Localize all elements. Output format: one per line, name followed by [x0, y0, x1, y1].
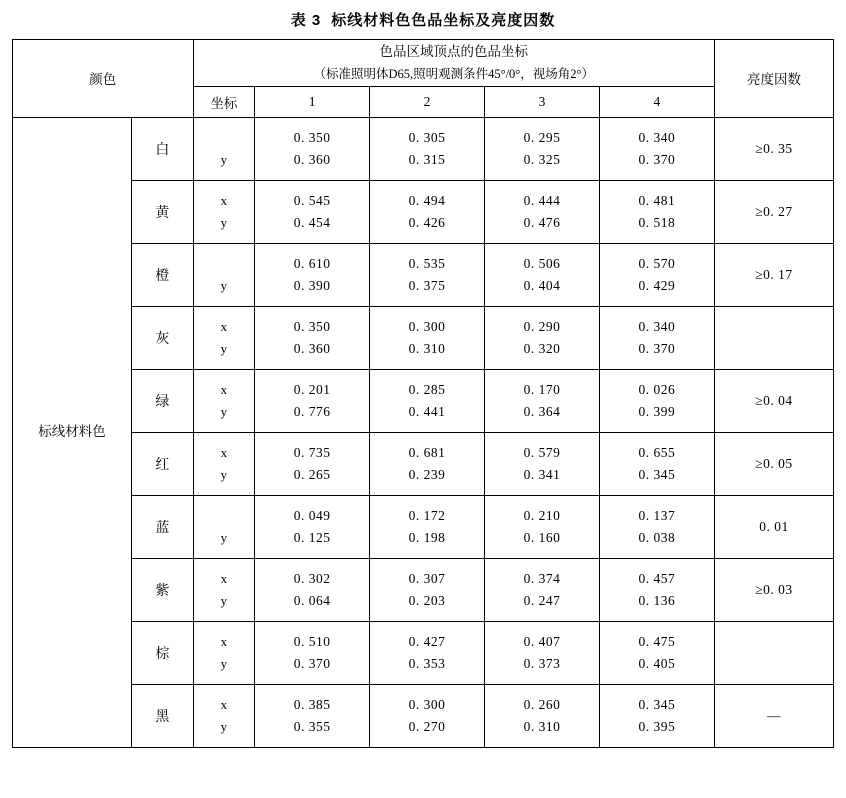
- vertex-3-values: [485, 432, 600, 495]
- color-name: 棕: [132, 621, 194, 684]
- header-vertex-2: 2: [370, 86, 485, 117]
- vertex-2-values: [370, 621, 485, 684]
- vertex-2-values: [370, 684, 485, 747]
- brightness-value: ≥0. 35: [714, 117, 833, 180]
- vertex-4-x: 0. 340: [638, 129, 676, 145]
- vertex-2-values: [370, 432, 485, 495]
- brightness-value: [714, 306, 833, 369]
- vertex-3-y: 0. 247: [523, 592, 561, 608]
- table-row: [13, 369, 834, 432]
- brightness-value: [714, 621, 833, 684]
- vertex-3-x: 0. 407: [523, 633, 561, 649]
- vertex-3-values: [485, 180, 600, 243]
- vertex-1-values: [255, 117, 370, 180]
- brightness-value: —: [714, 684, 833, 747]
- vertex-4-x: 0. 570: [638, 255, 676, 271]
- header-chromaticity-line1: 色品区域顶点的色品坐标: [379, 44, 528, 59]
- vertex-4-x: 0. 655: [638, 444, 676, 460]
- header-brightness-factor: 亮度因数: [714, 40, 833, 118]
- brightness-value: 0. 01: [714, 495, 833, 558]
- vertex-2-values: [370, 495, 485, 558]
- header-chromaticity: [193, 40, 714, 87]
- vertex-1-values: [255, 558, 370, 621]
- vertex-4-y: 0. 136: [638, 592, 676, 608]
- vertex-1-y: 0. 360: [293, 151, 331, 167]
- vertex-2-x: 0. 307: [408, 570, 446, 586]
- header-vertex-3: 3: [485, 86, 600, 117]
- axis-y-label: y: [220, 214, 228, 230]
- vertex-4-x: 0. 457: [638, 570, 676, 586]
- axis-x-label: [194, 127, 255, 149]
- vertex-4-y: 0. 399: [638, 403, 676, 419]
- vertex-3-x: 0. 295: [523, 129, 561, 145]
- vertex-1-x: 0. 735: [293, 444, 331, 460]
- vertex-1-y: 0. 776: [293, 403, 331, 419]
- vertex-3-y: 0. 320: [523, 340, 561, 356]
- header-coordinate: 坐标: [193, 86, 255, 117]
- vertex-4-y: 0. 405: [638, 655, 676, 671]
- table-title: [0, 0, 846, 39]
- header-color: 颜色: [13, 40, 194, 118]
- vertex-4-x: 0. 340: [638, 318, 676, 334]
- vertex-4-values: [599, 558, 714, 621]
- vertex-4-y: 0. 429: [638, 277, 676, 293]
- vertex-1-y: 0. 360: [293, 340, 331, 356]
- axis-labels: [193, 684, 255, 747]
- vertex-4-y: 0. 370: [638, 340, 676, 356]
- axis-y-label: y: [220, 718, 228, 734]
- vertex-3-y: 0. 476: [523, 214, 561, 230]
- axis-x-label: x: [220, 192, 228, 208]
- header-vertex-1: 1: [255, 86, 370, 117]
- vertex-4-y: 0. 038: [638, 529, 676, 545]
- vertex-1-x: 0. 201: [293, 381, 331, 397]
- vertex-2-y: 0. 375: [408, 277, 446, 293]
- vertex-4-values: [599, 495, 714, 558]
- color-name: 紫: [132, 558, 194, 621]
- color-name: 灰: [132, 306, 194, 369]
- axis-x-label: [194, 505, 255, 527]
- vertex-1-values: [255, 495, 370, 558]
- vertex-1-values: [255, 180, 370, 243]
- vertex-2-x: 0. 427: [408, 633, 446, 649]
- vertex-1-y: 0. 390: [293, 277, 331, 293]
- vertex-3-values: [485, 117, 600, 180]
- axis-y-label: y: [220, 529, 228, 545]
- axis-labels: [193, 117, 255, 180]
- vertex-4-values: [599, 684, 714, 747]
- vertex-4-values: [599, 432, 714, 495]
- vertex-2-values: [370, 180, 485, 243]
- vertex-1-x: 0. 350: [293, 318, 331, 334]
- vertex-3-x: 0. 260: [523, 696, 561, 712]
- vertex-1-x: 0. 049: [293, 507, 331, 523]
- axis-labels: [193, 369, 255, 432]
- table-row: [13, 243, 834, 306]
- vertex-1-y: 0. 125: [293, 529, 331, 545]
- vertex-1-values: [255, 243, 370, 306]
- table-row: [13, 684, 834, 747]
- color-name: 黄: [132, 180, 194, 243]
- color-name: 黑: [132, 684, 194, 747]
- vertex-2-x: 0. 300: [408, 696, 446, 712]
- vertex-2-y: 0. 353: [408, 655, 446, 671]
- vertex-1-y: 0. 454: [293, 214, 331, 230]
- vertex-4-x: 0. 137: [638, 507, 676, 523]
- vertex-1-values: [255, 306, 370, 369]
- table-row: [13, 306, 834, 369]
- table-number: 表 3: [290, 12, 322, 29]
- color-name: 橙: [132, 243, 194, 306]
- vertex-4-x: 0. 345: [638, 696, 676, 712]
- vertex-3-x: 0. 374: [523, 570, 561, 586]
- vertex-1-x: 0. 545: [293, 192, 331, 208]
- axis-y-label: y: [220, 592, 228, 608]
- axis-y-label: y: [220, 403, 228, 419]
- axis-y-label: y: [220, 466, 228, 482]
- axis-y-label: y: [220, 151, 228, 167]
- vertex-3-x: 0. 170: [523, 381, 561, 397]
- axis-labels: [193, 432, 255, 495]
- vertex-2-y: 0. 315: [408, 151, 446, 167]
- vertex-2-values: [370, 117, 485, 180]
- vertex-2-y: 0. 203: [408, 592, 446, 608]
- vertex-1-y: 0. 265: [293, 466, 331, 482]
- vertex-2-y: 0. 198: [408, 529, 446, 545]
- axis-labels: [193, 180, 255, 243]
- vertex-4-y: 0. 370: [638, 151, 676, 167]
- vertex-1-y: 0. 355: [293, 718, 331, 734]
- vertex-1-x: 0. 510: [293, 633, 331, 649]
- axis-y-label: y: [220, 277, 228, 293]
- vertex-2-values: [370, 243, 485, 306]
- axis-x-label: x: [220, 318, 228, 334]
- vertex-2-x: 0. 300: [408, 318, 446, 334]
- vertex-3-x: 0. 210: [523, 507, 561, 523]
- vertex-2-values: [370, 306, 485, 369]
- axis-y-label: y: [220, 340, 228, 356]
- vertex-2-x: 0. 681: [408, 444, 446, 460]
- axis-x-label: x: [220, 570, 228, 586]
- vertex-1-values: [255, 432, 370, 495]
- vertex-1-x: 0. 610: [293, 255, 331, 271]
- axis-x-label: x: [220, 381, 228, 397]
- axis-y-label: y: [220, 655, 228, 671]
- vertex-1-x: 0. 385: [293, 696, 331, 712]
- axis-x-label: [194, 253, 255, 275]
- axis-x-label: x: [220, 633, 228, 649]
- axis-labels: [193, 243, 255, 306]
- color-name: 红: [132, 432, 194, 495]
- vertex-3-values: [485, 369, 600, 432]
- vertex-3-y: 0. 160: [523, 529, 561, 545]
- vertex-3-y: 0. 404: [523, 277, 561, 293]
- vertex-4-y: 0. 518: [638, 214, 676, 230]
- vertex-1-x: 0. 302: [293, 570, 331, 586]
- vertex-3-x: 0. 506: [523, 255, 561, 271]
- vertex-1-y: 0. 064: [293, 592, 331, 608]
- brightness-value: ≥0. 05: [714, 432, 833, 495]
- vertex-4-y: 0. 345: [638, 466, 676, 482]
- vertex-2-values: [370, 558, 485, 621]
- vertex-1-y: 0. 370: [293, 655, 331, 671]
- vertex-1-values: [255, 684, 370, 747]
- vertex-3-y: 0. 341: [523, 466, 561, 482]
- axis-labels: [193, 306, 255, 369]
- brightness-value: ≥0. 17: [714, 243, 833, 306]
- color-name: 白: [132, 117, 194, 180]
- table-row: [13, 621, 834, 684]
- row-group-label: 标线材料色: [13, 117, 132, 747]
- vertex-2-y: 0. 239: [408, 466, 446, 482]
- vertex-3-x: 0. 579: [523, 444, 561, 460]
- vertex-4-values: [599, 117, 714, 180]
- vertex-3-values: [485, 306, 600, 369]
- vertex-4-values: [599, 621, 714, 684]
- vertex-3-values: [485, 243, 600, 306]
- color-name: 绿: [132, 369, 194, 432]
- vertex-2-x: 0. 305: [408, 129, 446, 145]
- table-caption: 标线材料色色品坐标及亮度因数: [331, 12, 556, 29]
- vertex-2-x: 0. 285: [408, 381, 446, 397]
- vertex-2-x: 0. 535: [408, 255, 446, 271]
- table-row: [13, 432, 834, 495]
- vertex-4-values: [599, 369, 714, 432]
- vertex-3-y: 0. 364: [523, 403, 561, 419]
- table-header-row-1: [13, 40, 834, 87]
- axis-x-label: x: [220, 444, 228, 460]
- vertex-2-values: [370, 369, 485, 432]
- vertex-4-x: 0. 026: [638, 381, 676, 397]
- vertex-1-values: [255, 369, 370, 432]
- brightness-value: ≥0. 03: [714, 558, 833, 621]
- vertex-3-values: [485, 684, 600, 747]
- header-vertex-4: 4: [599, 86, 714, 117]
- vertex-2-x: 0. 494: [408, 192, 446, 208]
- table-row: [13, 117, 834, 180]
- vertex-3-x: 0. 290: [523, 318, 561, 334]
- vertex-3-values: [485, 558, 600, 621]
- brightness-value: ≥0. 04: [714, 369, 833, 432]
- vertex-4-values: [599, 306, 714, 369]
- vertex-3-values: [485, 495, 600, 558]
- color-coordinates-table: [12, 39, 834, 748]
- vertex-2-y: 0. 310: [408, 340, 446, 356]
- vertex-4-y: 0. 395: [638, 718, 676, 734]
- vertex-4-x: 0. 481: [638, 192, 676, 208]
- vertex-3-values: [485, 621, 600, 684]
- table-row: [13, 180, 834, 243]
- table-row: [13, 495, 834, 558]
- vertex-2-y: 0. 426: [408, 214, 446, 230]
- axis-labels: [193, 495, 255, 558]
- vertex-4-x: 0. 475: [638, 633, 676, 649]
- table-row: [13, 558, 834, 621]
- axis-labels: [193, 621, 255, 684]
- brightness-value: ≥0. 27: [714, 180, 833, 243]
- vertex-3-y: 0. 373: [523, 655, 561, 671]
- axis-labels: [193, 558, 255, 621]
- vertex-1-values: [255, 621, 370, 684]
- vertex-2-y: 0. 270: [408, 718, 446, 734]
- header-chromaticity-line2: （标准照明体D65,照明观测条件45°/0°，视场角2°）: [313, 66, 595, 81]
- vertex-3-x: 0. 444: [523, 192, 561, 208]
- axis-x-label: x: [220, 696, 228, 712]
- vertex-3-y: 0. 325: [523, 151, 561, 167]
- vertex-1-x: 0. 350: [293, 129, 331, 145]
- vertex-2-y: 0. 441: [408, 403, 446, 419]
- color-name: 蓝: [132, 495, 194, 558]
- vertex-4-values: [599, 180, 714, 243]
- vertex-2-x: 0. 172: [408, 507, 446, 523]
- vertex-4-values: [599, 243, 714, 306]
- vertex-3-y: 0. 310: [523, 718, 561, 734]
